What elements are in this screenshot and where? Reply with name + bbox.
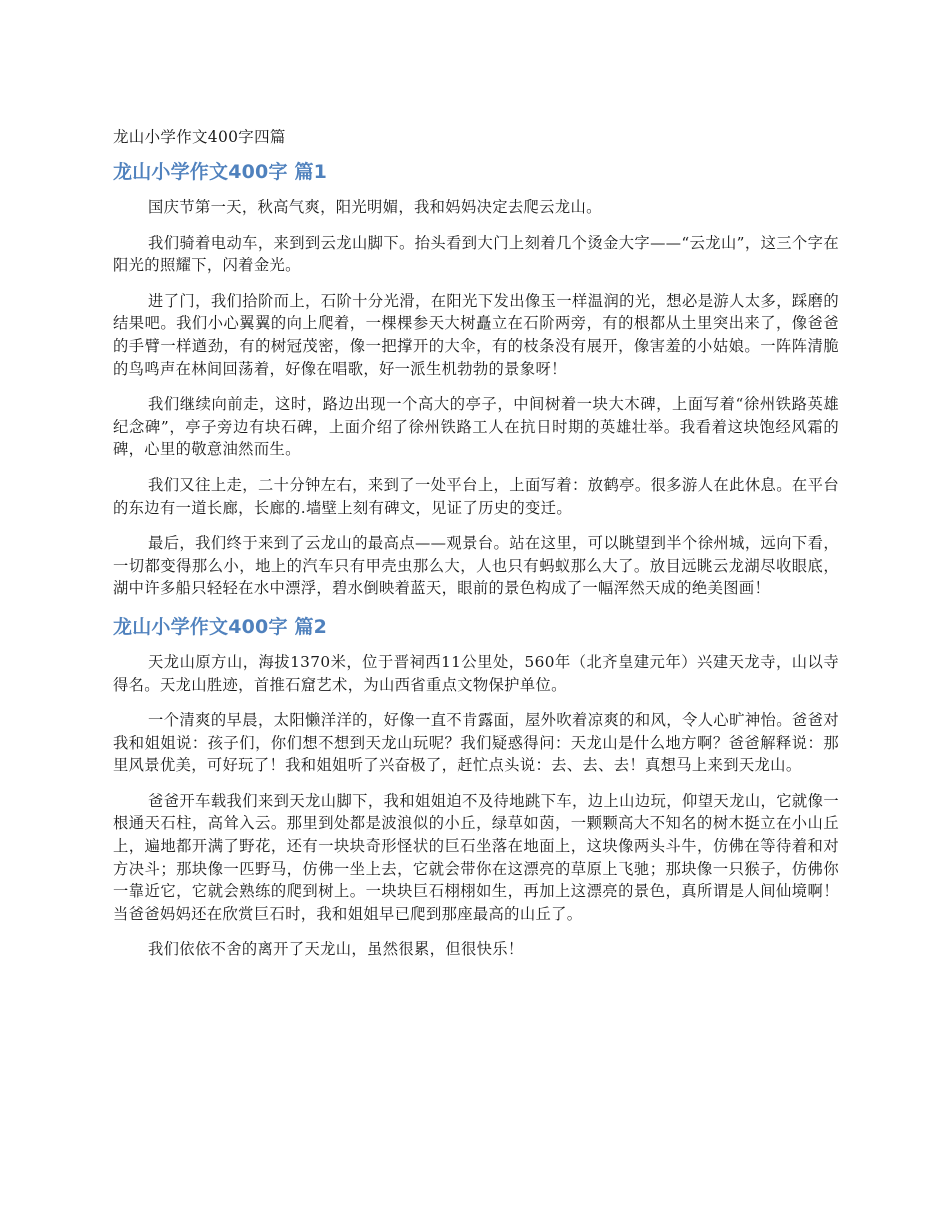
paragraph: 爸爸开车载我们来到天龙山脚下，我和姐姐迫不及待地跳下车，边上山边玩，仰望天龙山，它就像一根通天石柱，高耸入云。那里到处都是波浪似的小丘，绿草如茵，一颗颗高大不知名的树木挺立在小山丘上，遍地都开满了野花，还有一块块奇形怪状的巨石坐落在地面上，这块像两头斗牛，仿佛在等待着和对方决斗；那块像一匹野马，仿佛一坐上去，它就会带你在这漂亮的草原上飞驰；那块像一只猴子，仿佛你一靠近它，它就会熟练的爬到树上。一块块巨石栩栩如生，再加上这漂亮的景色，真所谓是人间仙境啊！当爸爸妈妈还在欣赏巨石时，我和姐姐早已爬到那座最高的山丘了。 xyxy=(113,791,839,923)
document-title: 龙山小学作文400字四篇 xyxy=(113,128,286,146)
paragraph: 我们骑着电动车，来到到云龙山脚下。抬头看到大门上刻着几个烫金大字——“云龙山”，这三个字在阳光的照耀下，闪着金光。 xyxy=(113,233,839,275)
section-heading: 龙山小学作文400字 篇2 xyxy=(113,615,328,638)
section-1 xyxy=(113,158,839,600)
paragraph: 一个清爽的早晨，太阳懒洋洋的，好像一直不肯露面，屋外吹着凉爽的和风，令人心旷神怡。爸爸对我和姐姐说：孩子们，你们想不想到天龙山玩呢？我们疑惑得问：天龙山是什么地方啊？爸爸解释说：那里风景优美，可好玩了！我和姐姐听了兴奋极了，赶忙点头说：去、去、去！真想马上来到天龙山。 xyxy=(113,711,839,775)
paragraph: 国庆节第一天，秋高气爽，阳光明媚，我和妈妈决定去爬云龙山。 xyxy=(148,198,602,216)
paragraph: 我们依依不舍的离开了天龙山，虽然很累，但很快乐！ xyxy=(148,940,524,959)
section-heading: 龙山小学作文400字 篇1 xyxy=(113,161,328,183)
paragraph: 我们继续向前走，这时，路边出现一个高大的亭子，中间树着一块大木碑，上面写着“徐州铁路英雄纪念碑”，亭子旁边有块石碑，上面介绍了徐州铁路工人在抗日时期的英雄壮举。我看着这块饱经风霜的碑，心里的敬意油然而生。 xyxy=(113,395,839,459)
paragraph: 进了门，我们拾阶而上，石阶十分光滑，在阳光下发出像玉一样温润的光，想必是游人太多，踩磨的结果吧。我们小心翼翼的向上爬着，一棵棵参天大树矗立在石阶两旁，有的根都从土里突出来了，像爸爸的手臂一样遒劲，有的树冠茂密，像一把撑开的大伞，有的枝条没有展开，像害羞的小姑娘。一阵阵清脆的鸟鸣声在林间回荡着，好像在唱歌，好一派生机勃勃的景象呀！ xyxy=(113,291,839,378)
document-page xyxy=(113,124,839,974)
paragraph: 我们又往上走，二十分钟左右，来到了一处平台上，上面写着：放鹤亭。很多游人在此休息。在平台的东边有一道长廊，长廊的.墙壁上刻有碑文，见证了历史的变迁。 xyxy=(113,475,839,517)
section-2 xyxy=(113,613,839,961)
paragraph: 最后，我们终于来到了云龙山的最高点——观景台。站在这里，可以眺望到半个徐州城，远向下看，一切都变得那么小，地上的汽车只有甲壳虫那么大，人也只有蚂蚁那么大了。放目远眺云龙湖尽收眼底，湖中许多船只轻轻在水中漂浮，碧水倒映着蓝天，眼前的景色构成了一幅浑然天成的绝美图画！ xyxy=(113,534,839,598)
paragraph: 天龙山原方山，海拔1370米，位于晋祠西11公里处，560年（北齐皇建元年）兴建天龙寺，山以寺得名。天龙山胜迹，首推石窟艺术，为山西省重点文物保护单位。 xyxy=(113,652,839,694)
